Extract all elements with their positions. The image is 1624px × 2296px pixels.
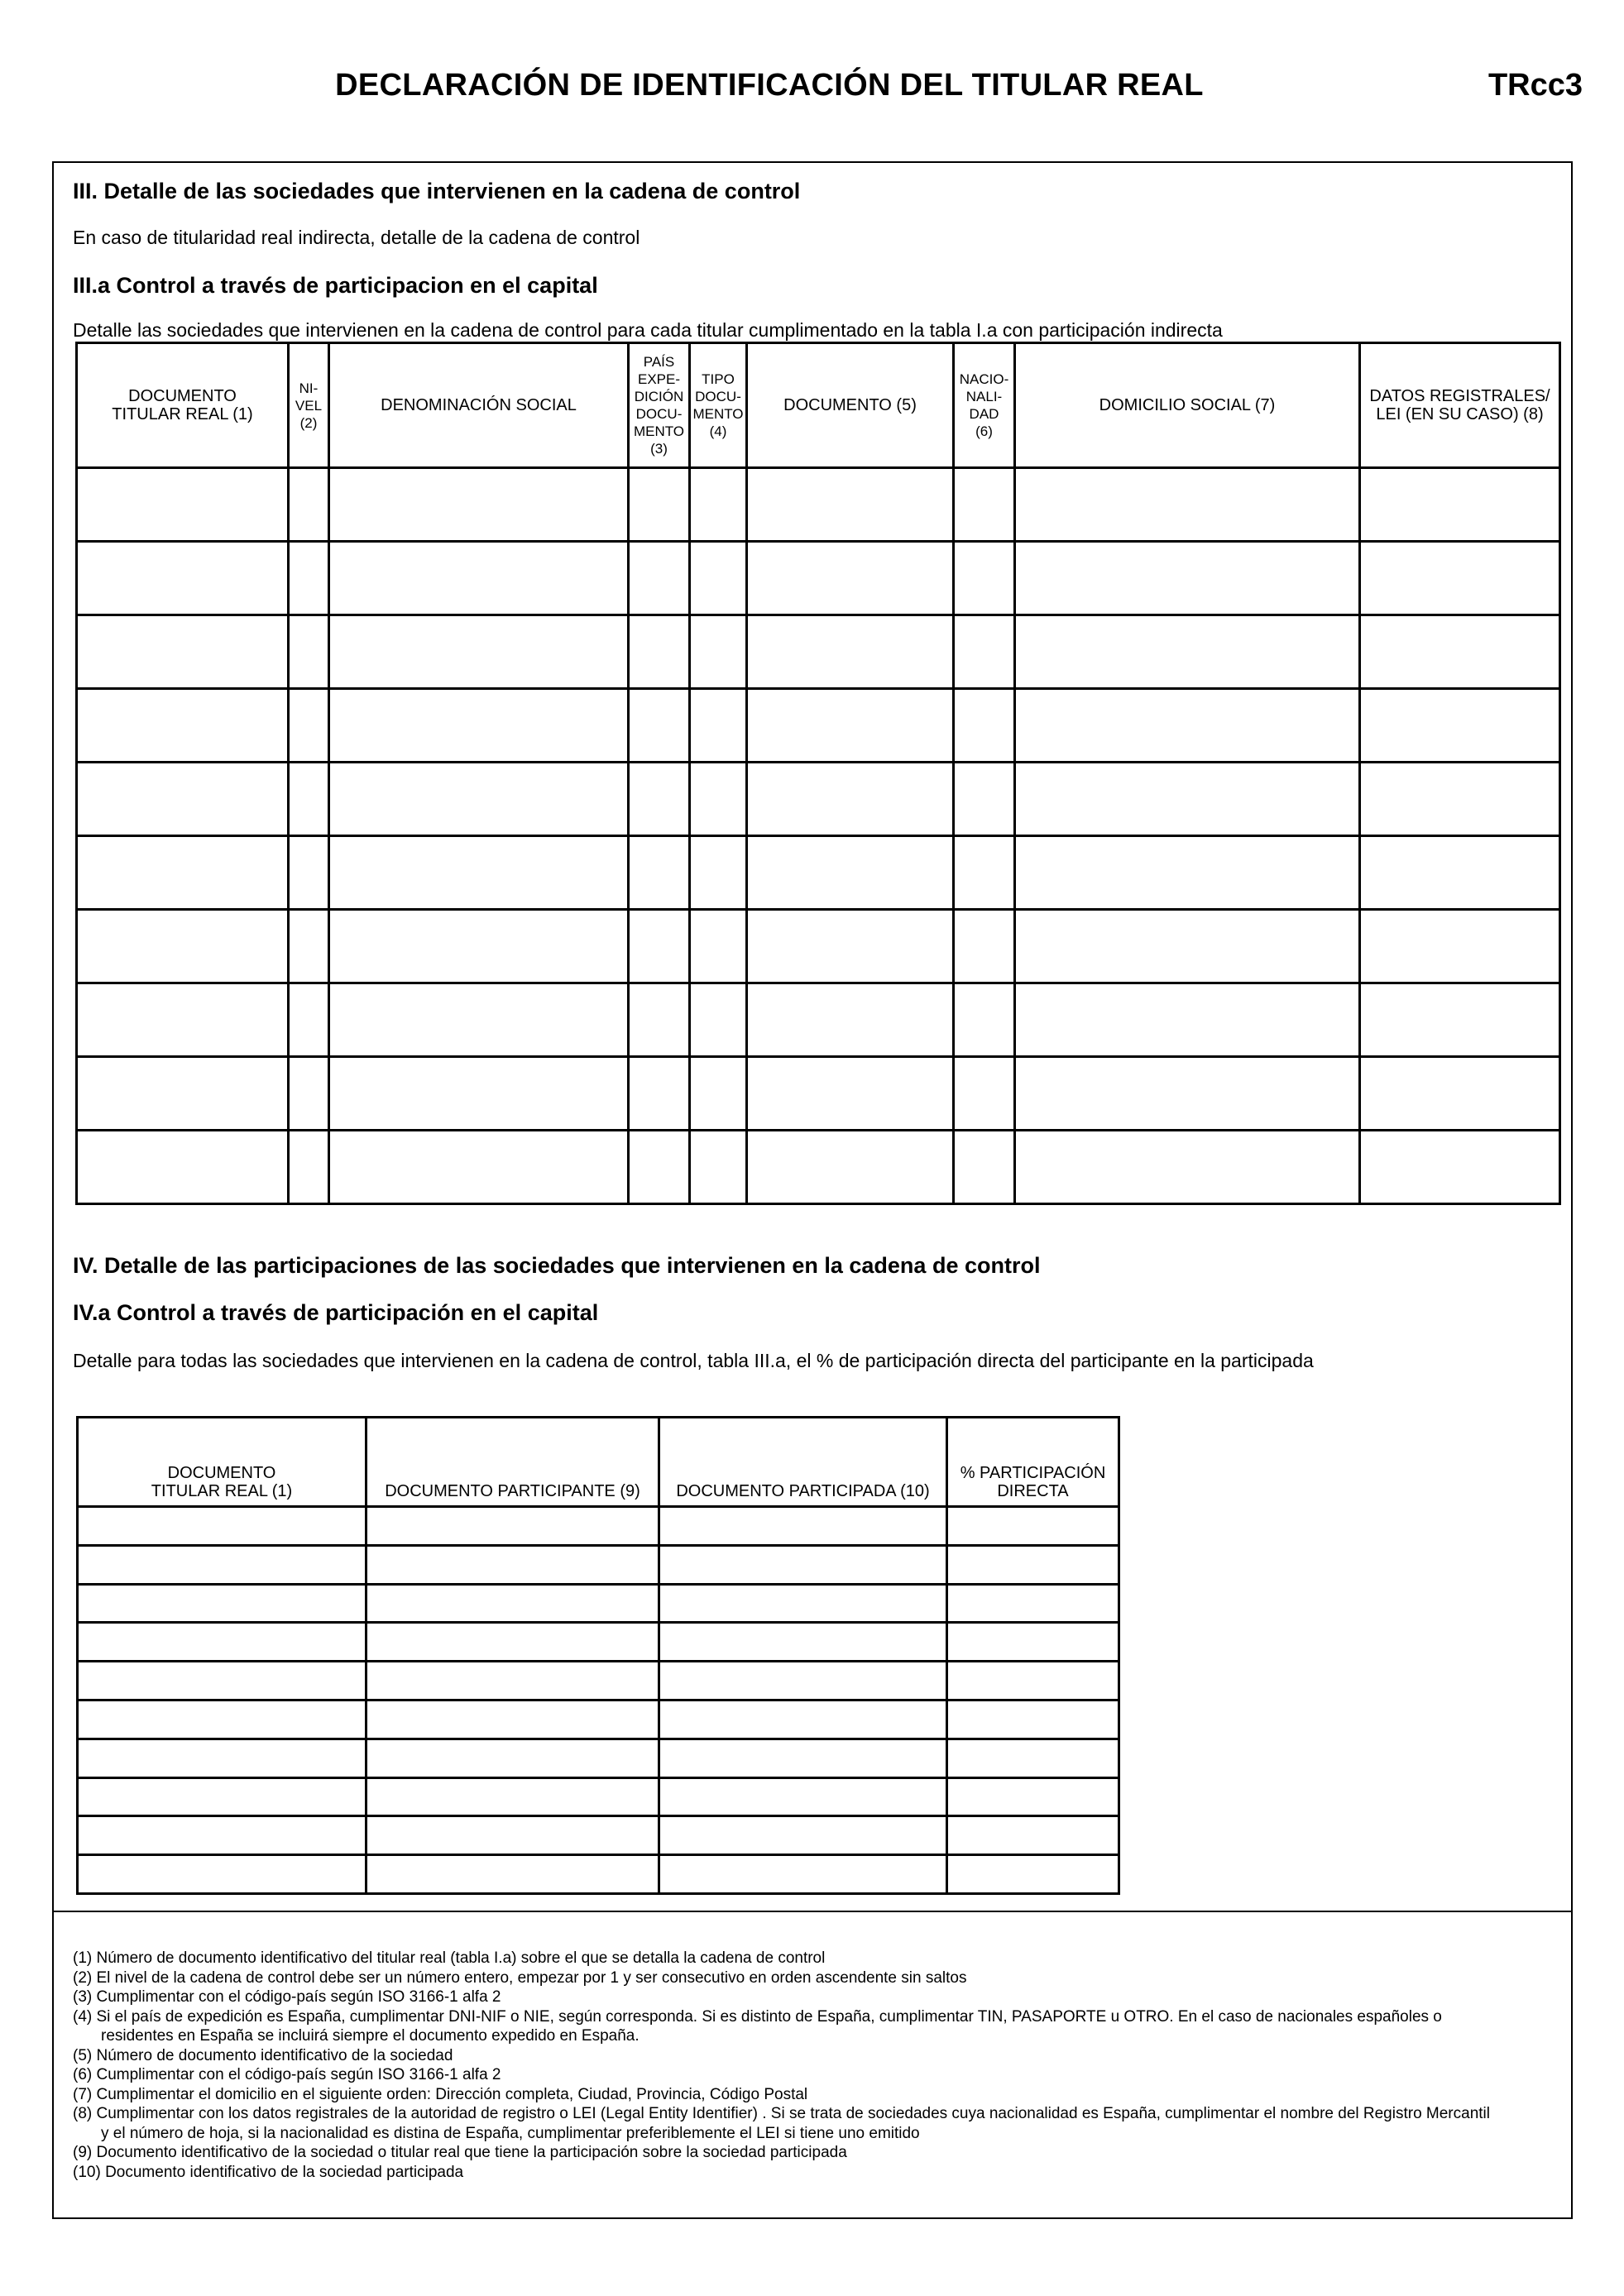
table-cell[interactable]: [1360, 468, 1560, 542]
table-row: [77, 1131, 1560, 1204]
table-cell[interactable]: [947, 1584, 1119, 1623]
table-cell[interactable]: [690, 910, 747, 983]
column-header: [659, 1418, 947, 1507]
footnote-line: residentes en España se incluirá siempre el documento expedido en España.: [101, 2027, 640, 2045]
table-cell[interactable]: [78, 1816, 366, 1855]
control-chain-table: [75, 342, 1561, 1205]
table-cell[interactable]: [366, 1777, 659, 1816]
table-cell[interactable]: [78, 1623, 366, 1662]
table-cell[interactable]: [747, 468, 954, 542]
table-cell[interactable]: [78, 1700, 366, 1739]
table-cell[interactable]: [289, 542, 329, 615]
table-cell[interactable]: [1015, 763, 1360, 836]
column-header-line: DIRECTA: [997, 1482, 1069, 1500]
table-row: [77, 1057, 1560, 1131]
table-row: [77, 542, 1560, 615]
column-header-line: EXPE-: [637, 371, 681, 387]
column-header-line: TITULAR REAL (1): [112, 405, 253, 423]
table-cell[interactable]: [629, 615, 690, 689]
footnote-line: (5) Número de documento identificativo de la sociedad: [73, 2046, 453, 2064]
table-cell[interactable]: [954, 763, 1015, 836]
column-header: [629, 343, 690, 468]
table-row: [77, 910, 1560, 983]
table-cell[interactable]: [1015, 615, 1360, 689]
document-title: DECLARACIÓN DE IDENTIFICACIÓN DEL TITULAR REAL: [335, 68, 1204, 103]
column-header: [947, 1418, 1119, 1507]
table-cell[interactable]: [1360, 910, 1560, 983]
footnote-line: (4) Si el país de expedición es España, cumplimentar DNI-NIF o NIE, según corresponda. Si es distinto de España, cumplimentar TIN, PASAPORTE u OTRO. En el caso de nacionales españoles o: [73, 2007, 1442, 2026]
table-cell[interactable]: [947, 1545, 1119, 1584]
table-row: [78, 1739, 1119, 1777]
table-cell[interactable]: [366, 1816, 659, 1855]
table-cell[interactable]: [659, 1623, 947, 1662]
column-header-line: DOCUMENTO: [167, 1464, 276, 1482]
column-header-line: DATOS REGISTRALES/: [1369, 387, 1550, 405]
column-header: [1360, 343, 1560, 468]
table-cell[interactable]: [1360, 1131, 1560, 1204]
table-cell[interactable]: [329, 689, 629, 763]
column-header: [78, 1418, 366, 1507]
table-cell[interactable]: [329, 983, 629, 1057]
table-cell[interactable]: [954, 615, 1015, 689]
table-cell[interactable]: [629, 910, 690, 983]
column-header-line: PAÍS: [643, 354, 675, 370]
table-cell[interactable]: [747, 1057, 954, 1131]
table-row: [77, 836, 1560, 910]
table-cell[interactable]: [289, 1131, 329, 1204]
table-cell[interactable]: [659, 1700, 947, 1739]
footnotes: [73, 1949, 1562, 2182]
table-row: [78, 1584, 1119, 1623]
table-cell[interactable]: [329, 542, 629, 615]
table-cell[interactable]: [78, 1507, 366, 1546]
column-header: [747, 343, 954, 468]
table-cell[interactable]: [690, 468, 747, 542]
table-row: [78, 1700, 1119, 1739]
table-cell[interactable]: [289, 1057, 329, 1131]
column-header-line: (6): [975, 423, 993, 439]
footnote-line: (1) Número de documento identificativo del titular real (tabla I.a) sobre el que se detalla la cadena de control: [73, 1949, 826, 1967]
column-header-line: NALI-: [965, 389, 1003, 404]
table-cell[interactable]: [1015, 468, 1360, 542]
table-cell[interactable]: [78, 1777, 366, 1816]
table-cell[interactable]: [366, 1855, 659, 1894]
table-cell[interactable]: [954, 1057, 1015, 1131]
table-cell[interactable]: [947, 1623, 1119, 1662]
table-row: [77, 763, 1560, 836]
column-header-line: DOCUMENTO PARTICIPADA (10): [676, 1482, 930, 1500]
table-cell[interactable]: [747, 615, 954, 689]
table-cell[interactable]: [947, 1855, 1119, 1894]
column-header-line: DOCUMENTO PARTICIPANTE (9): [385, 1482, 640, 1500]
section-4a-intro: Detalle para todas las sociedades que intervienen en la cadena de control, tabla III.a, el % de participación directa del participante en la participada: [73, 1350, 1314, 1371]
footnote-line: (8) Cumplimentar con los datos registrales de la autoridad de registro o LEI (Legal Entity Identifier) . Si se trata de sociedades cuya nacionalidad es España, cumplimentar el nombre del Registro Mercantil: [73, 2105, 1490, 2122]
table-cell[interactable]: [659, 1507, 947, 1546]
table-row: [78, 1777, 1119, 1816]
column-header-line: NACIO-: [959, 371, 1009, 387]
table-cell[interactable]: [747, 910, 954, 983]
table-cell[interactable]: [954, 468, 1015, 542]
column-header: [366, 1418, 659, 1507]
table-cell[interactable]: [659, 1816, 947, 1855]
table-cell[interactable]: [366, 1584, 659, 1623]
table-cell[interactable]: [1015, 1131, 1360, 1204]
table-cell[interactable]: [77, 1131, 289, 1204]
column-header-line: (2): [299, 414, 318, 431]
table-cell[interactable]: [366, 1739, 659, 1777]
table-row: [77, 468, 1560, 542]
table-cell[interactable]: [690, 836, 747, 910]
column-header: [954, 343, 1015, 468]
column-header-line: % PARTICIPACIÓN: [960, 1464, 1106, 1482]
table-cell[interactable]: [289, 910, 329, 983]
section-3a-table-intro: Detalle las sociedades que intervienen en la cadena de control para cada titular cumplimentado en la tabla I.a con participación indirecta: [73, 319, 1223, 341]
table-cell[interactable]: [690, 615, 747, 689]
table-cell[interactable]: [954, 836, 1015, 910]
column-header-line: NI-: [299, 380, 319, 396]
table-row: [77, 615, 1560, 689]
table-cell[interactable]: [329, 763, 629, 836]
table-cell[interactable]: [1360, 615, 1560, 689]
table-cell[interactable]: [329, 910, 629, 983]
table-cell[interactable]: [629, 983, 690, 1057]
footnote-line: (3) Cumplimentar con el código-país según ISO 3166-1 alfa 2: [73, 1988, 501, 2006]
table-row: [78, 1662, 1119, 1700]
section-4a-title: IV.a Control a través de participación en el capital: [73, 1300, 599, 1325]
table-cell[interactable]: [1015, 542, 1360, 615]
table-cell[interactable]: [629, 836, 690, 910]
table-cell[interactable]: [1015, 910, 1360, 983]
table-cell[interactable]: [78, 1584, 366, 1623]
column-header-line: DAD: [969, 406, 999, 422]
column-header-line: TITULAR REAL (1): [151, 1482, 293, 1500]
table-cell[interactable]: [954, 983, 1015, 1057]
table-cell[interactable]: [1360, 542, 1560, 615]
table-row: [78, 1855, 1119, 1894]
table-cell[interactable]: [954, 910, 1015, 983]
table-cell[interactable]: [289, 615, 329, 689]
section-3a-title: III.a Control a través de participacion en el capital: [73, 273, 598, 298]
table-row: [78, 1623, 1119, 1662]
column-header: [329, 343, 629, 468]
table-cell[interactable]: [629, 1057, 690, 1131]
column-header-line: DOCUMENTO: [128, 387, 237, 405]
table-cell[interactable]: [1015, 983, 1360, 1057]
table-row: [78, 1816, 1119, 1855]
column-header-line: DICIÓN: [634, 389, 684, 404]
footnote-line: (10) Documento identificativo de la sociedad participada: [73, 2163, 464, 2181]
table-cell[interactable]: [947, 1662, 1119, 1700]
table-cell[interactable]: [77, 615, 289, 689]
table-cell[interactable]: [1015, 689, 1360, 763]
footnote-line: (9) Documento identificativo de la sociedad o titular real que tiene la participación sobre la sociedad participada: [73, 2144, 847, 2161]
footnote-line: (6) Cumplimentar con el código-país según ISO 3166-1 alfa 2: [73, 2066, 501, 2083]
column-header-line: DOCU-: [695, 389, 741, 404]
table-row: [78, 1507, 1119, 1546]
table-cell[interactable]: [747, 836, 954, 910]
table-row: [78, 1545, 1119, 1584]
column-header-line: LEI (EN SU CASO) (8): [1376, 405, 1544, 423]
table-cell[interactable]: [747, 542, 954, 615]
table-cell[interactable]: [289, 468, 329, 542]
table-cell[interactable]: [78, 1545, 366, 1584]
table-cell[interactable]: [366, 1507, 659, 1546]
column-header-line: DOMICILIO SOCIAL (7): [1099, 396, 1276, 414]
table-cell[interactable]: [629, 1131, 690, 1204]
table-row: [77, 983, 1560, 1057]
column-header-line: VEL: [295, 397, 323, 414]
table-cell[interactable]: [77, 468, 289, 542]
table-cell[interactable]: [954, 542, 1015, 615]
table-cell[interactable]: [1360, 1057, 1560, 1131]
table-cell[interactable]: [659, 1777, 947, 1816]
table-cell[interactable]: [78, 1739, 366, 1777]
table-cell[interactable]: [329, 1131, 629, 1204]
table-cell[interactable]: [289, 983, 329, 1057]
column-header-line: DOCU-: [635, 406, 683, 422]
table-cell[interactable]: [1360, 763, 1560, 836]
table-cell[interactable]: [690, 763, 747, 836]
table-cell[interactable]: [659, 1855, 947, 1894]
table-cell[interactable]: [329, 468, 629, 542]
column-header-line: TIPO: [702, 371, 735, 387]
footnote-line: y el número de hoja, si la nacionalidad es distina de España, cumplimentar preferiblemente el LEI si tiene uno emitido: [101, 2124, 920, 2142]
table-cell[interactable]: [659, 1584, 947, 1623]
table-cell[interactable]: [747, 689, 954, 763]
column-header: [690, 343, 747, 468]
footnote-line: (7) Cumplimentar el domicilio en el siguiente orden: Dirección completa, Ciudad, Provincia, Código Postal: [73, 2085, 808, 2103]
table-cell[interactable]: [747, 1131, 954, 1204]
table-cell[interactable]: [690, 542, 747, 615]
table-cell[interactable]: [77, 689, 289, 763]
section-3-title: III. Detalle de las sociedades que intervienen en la cadena de control: [73, 179, 801, 203]
table-cell[interactable]: [329, 615, 629, 689]
table-cell[interactable]: [77, 542, 289, 615]
table-cell[interactable]: [329, 836, 629, 910]
participations-table: [76, 1416, 1120, 1895]
form-code: TRcc3: [1487, 68, 1583, 103]
table-cell[interactable]: [629, 689, 690, 763]
table-row: [77, 689, 1560, 763]
table-cell[interactable]: [289, 763, 329, 836]
table-cell[interactable]: [77, 983, 289, 1057]
column-header-line: MENTO: [633, 423, 685, 439]
column-header: [1015, 343, 1360, 468]
table-cell[interactable]: [366, 1623, 659, 1662]
table-cell[interactable]: [947, 1700, 1119, 1739]
table-cell[interactable]: [629, 763, 690, 836]
table-cell[interactable]: [78, 1855, 366, 1894]
column-header-line: (3): [650, 441, 668, 457]
table-cell[interactable]: [947, 1739, 1119, 1777]
column-header: [289, 343, 329, 468]
table-cell[interactable]: [690, 1131, 747, 1204]
table-cell[interactable]: [690, 983, 747, 1057]
table-cell[interactable]: [78, 1662, 366, 1700]
table-cell[interactable]: [947, 1507, 1119, 1546]
column-header-line: MENTO: [692, 406, 744, 422]
table-cell[interactable]: [954, 1131, 1015, 1204]
table-cell[interactable]: [366, 1700, 659, 1739]
table-cell[interactable]: [1015, 1057, 1360, 1131]
column-header-line: DOCUMENTO (5): [783, 396, 917, 414]
table-cell[interactable]: [1015, 836, 1360, 910]
footnote-line: (2) El nivel de la cadena de control debe ser un número entero, empezar por 1 y ser consecutivo en orden ascendente sin saltos: [73, 1968, 967, 1987]
column-header-line: DENOMINACIÓN SOCIAL: [381, 396, 577, 414]
table-cell[interactable]: [1360, 836, 1560, 910]
table-cell[interactable]: [77, 763, 289, 836]
table-cell[interactable]: [77, 1057, 289, 1131]
table-cell[interactable]: [1360, 689, 1560, 763]
table-cell[interactable]: [659, 1545, 947, 1584]
column-header: [77, 343, 289, 468]
table-cell[interactable]: [690, 1057, 747, 1131]
table-cell[interactable]: [947, 1816, 1119, 1855]
section-3-intro: En caso de titularidad real indirecta, detalle de la cadena de control: [73, 227, 640, 248]
table-cell[interactable]: [659, 1662, 947, 1700]
table-cell[interactable]: [77, 910, 289, 983]
section-4-title: IV. Detalle de las participaciones de las sociedades que intervienen en la cadena de control: [73, 1253, 1041, 1278]
table-cell[interactable]: [289, 689, 329, 763]
table-cell[interactable]: [747, 983, 954, 1057]
table-cell[interactable]: [947, 1777, 1119, 1816]
table-cell[interactable]: [747, 763, 954, 836]
table-cell[interactable]: [77, 836, 289, 910]
table-cell[interactable]: [366, 1662, 659, 1700]
table-cell[interactable]: [329, 1057, 629, 1131]
table-cell[interactable]: [289, 836, 329, 910]
table-cell[interactable]: [954, 689, 1015, 763]
table-cell[interactable]: [1360, 983, 1560, 1057]
table-cell[interactable]: [366, 1545, 659, 1584]
column-header-line: (4): [709, 423, 727, 439]
table-cell[interactable]: [629, 468, 690, 542]
notes-divider: [52, 1911, 1573, 1912]
table-cell[interactable]: [659, 1739, 947, 1777]
table-cell[interactable]: [629, 542, 690, 615]
table-cell[interactable]: [690, 689, 747, 763]
